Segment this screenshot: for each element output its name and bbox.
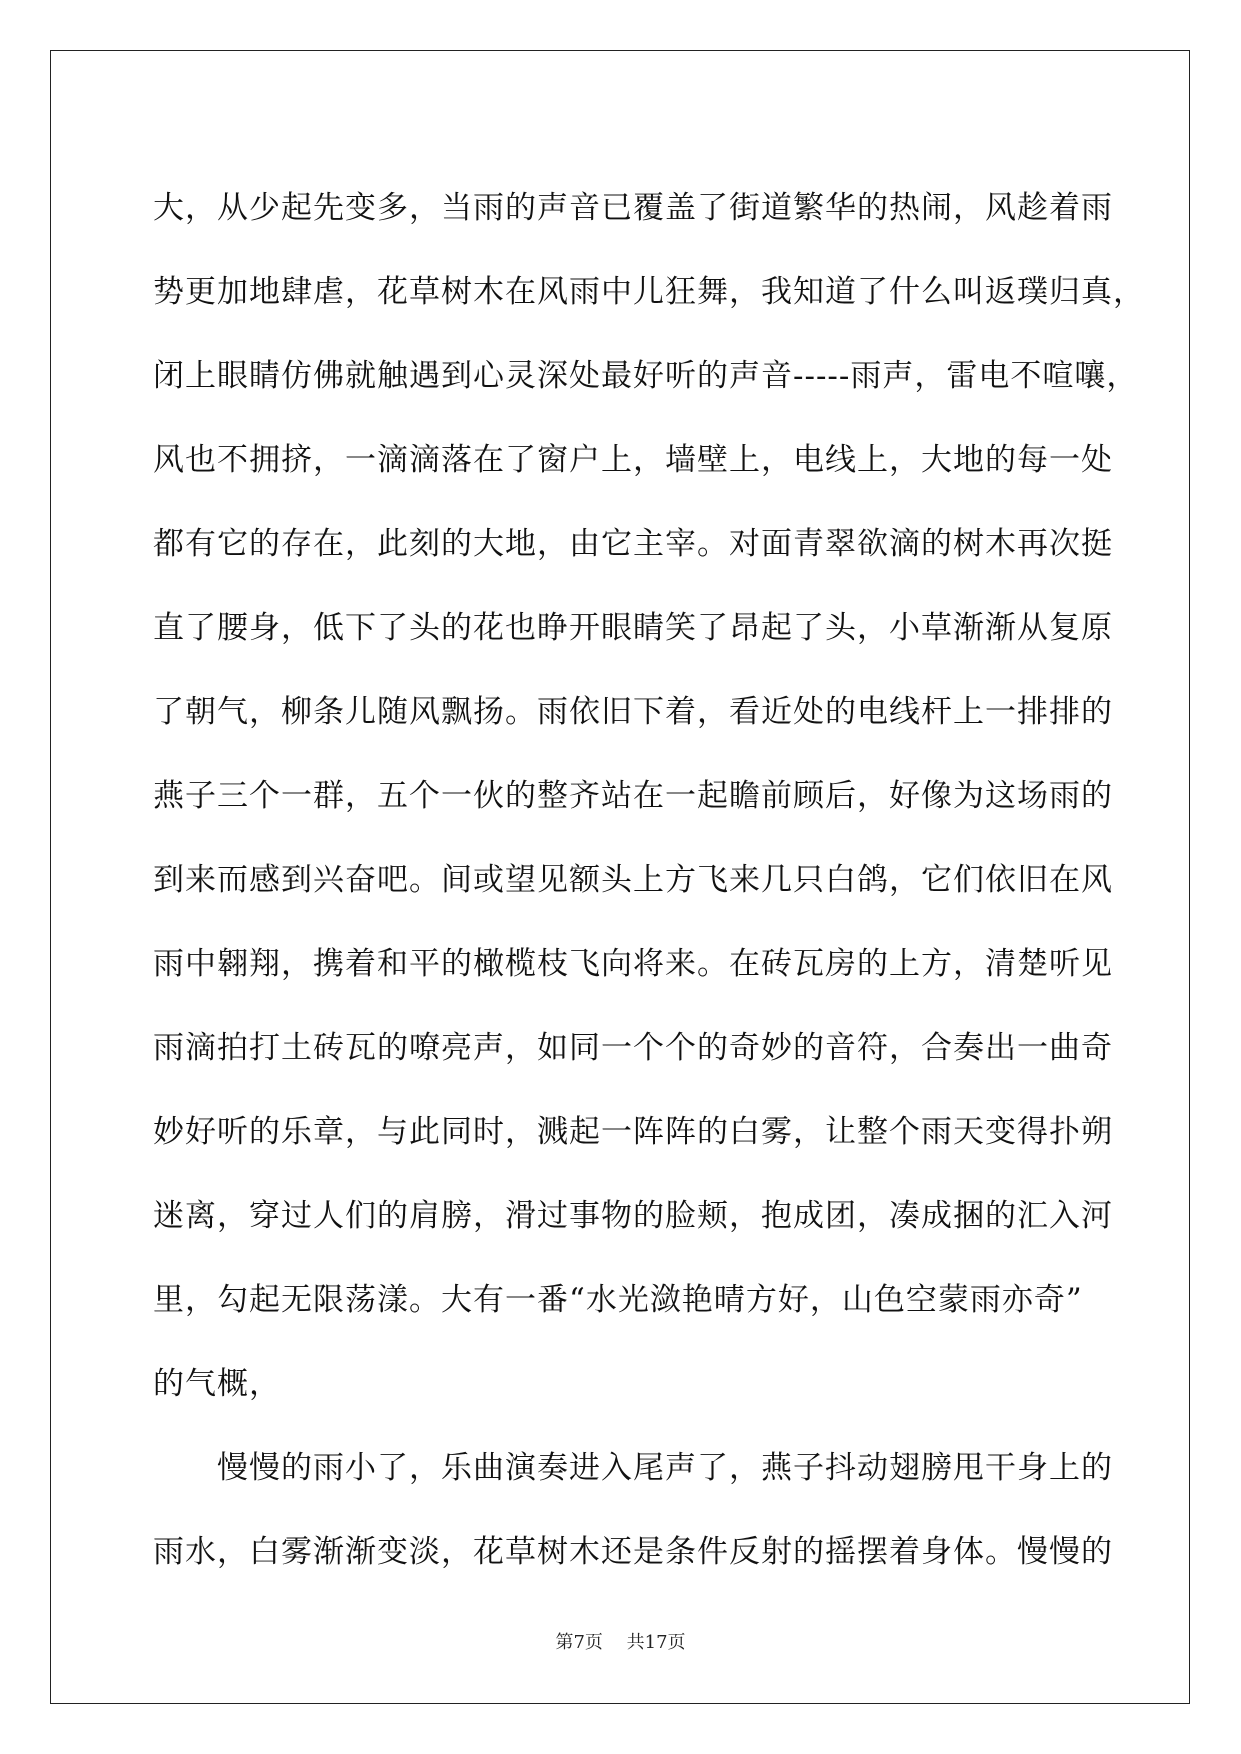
text-line-9: 到来而感到兴奋吧。间或望见额头上方飞来几只白鸽，它们依旧在风 [153,862,1113,898]
text-line-4: 风也不拥挤，一滴滴落在了窗户上，墙壁上，电线上，大地的每一处 [153,442,1113,478]
text-line-7: 了朝气，柳条儿随风飘扬。雨依旧下着，看近处的电线杆上一排排的 [153,694,1113,730]
text-line-3: 闭上眼睛仿佛就触遇到心灵深处最好听的声音-----雨声，雷电不喧嚷， [153,358,1139,394]
text-line-11: 雨滴拍打土砖瓦的嘹亮声，如同一个个的奇妙的音符，合奏出一曲奇 [153,1030,1113,1066]
text-line-12: 妙好听的乐章，与此同时，溅起一阵阵的白雾，让整个雨天变得扑朔 [153,1114,1113,1150]
page-number-footer: 第7页 共17页 [555,1632,686,1653]
text-line-8: 燕子三个一群，五个一伙的整齐站在一起瞻前顾后，好像为这场雨的 [153,778,1113,814]
text-line-6: 直了腰身，低下了头的花也睁开眼睛笑了昂起了头，小草渐渐从复原 [153,610,1113,646]
text-line-2: 势更加地肆虐，花草树木在风雨中儿狂舞，我知道了什么叫返璞归真， [153,274,1145,310]
text-line-5: 都有它的存在，此刻的大地，由它主宰。对面青翠欲滴的树木再次挺 [153,526,1113,562]
text-line-1: 大，从少起先变多，当雨的声音已覆盖了街道繁华的热闹，风趁着雨 [153,190,1113,226]
text-line-14: 里，勾起无限荡漾。大有一番“水光潋艳晴方好，山色空蒙雨亦奇” [153,1282,1083,1318]
text-line-17: 雨水，白雾渐渐变淡，花草树木还是条件反射的摇摆着身体。慢慢的 [153,1534,1113,1570]
text-line-10: 雨中翱翔，携着和平的橄榄枝飞向将来。在砖瓦房的上方，清楚听见 [153,946,1113,982]
text-line-16: 慢慢的雨小了，乐曲演奏进入尾声了，燕子抖动翅膀甩干身上的 [153,1450,1113,1486]
text-line-13: 迷离，穿过人们的肩膀，滑过事物的脸颊，抱成团，凑成捆的汇入河 [153,1198,1113,1234]
document-body [153,166,1145,1594]
text-line-15: 的气概， [153,1366,281,1402]
